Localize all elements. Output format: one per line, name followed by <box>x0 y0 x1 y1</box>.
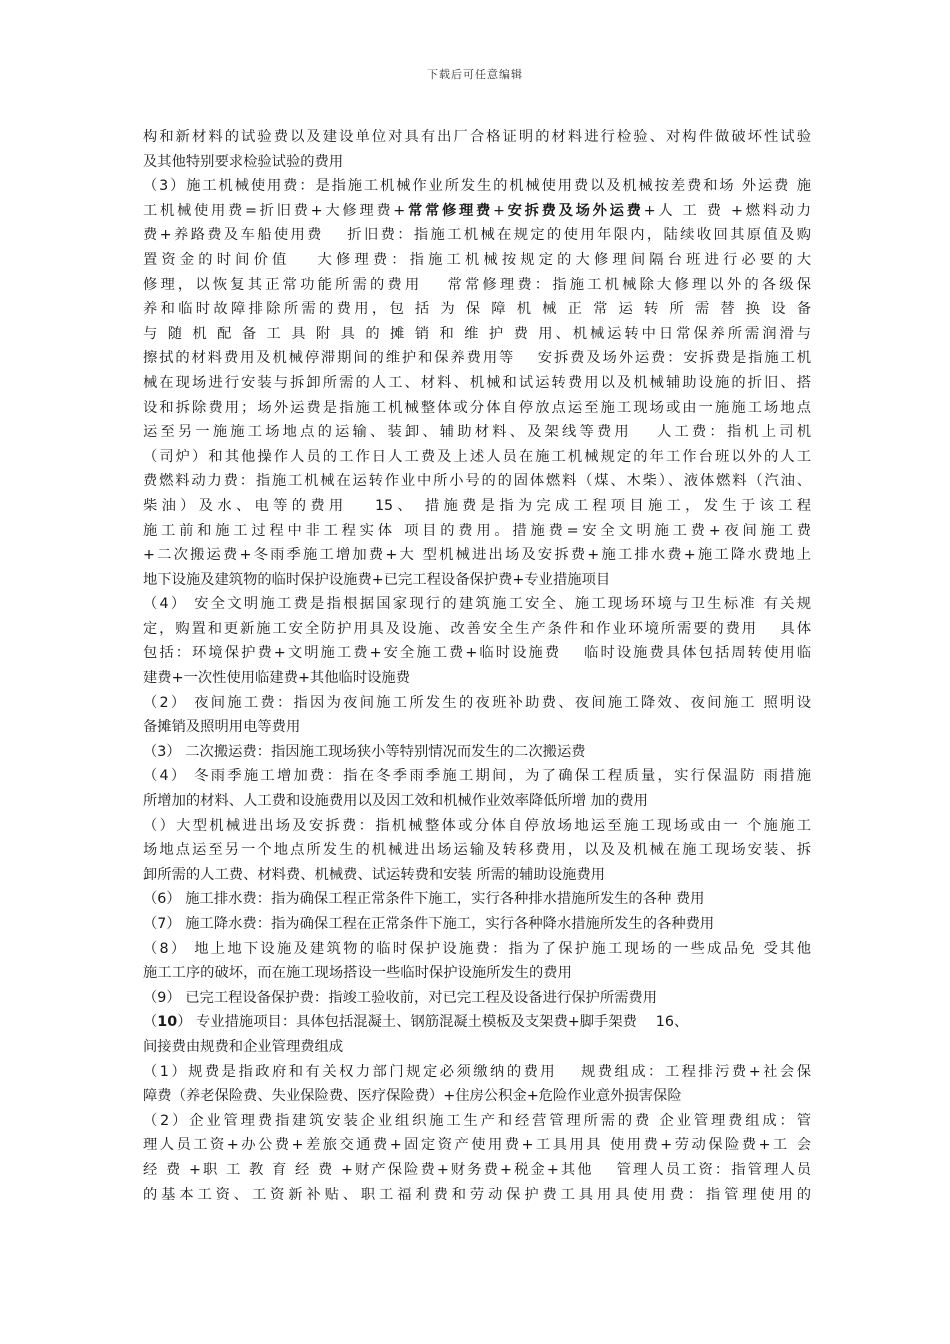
text-segment: 施工工序的破坏，而在施工现场搭设一些临时保护设施所发生的费用 <box>143 965 572 982</box>
text-line <box>143 1084 811 1109</box>
bold-text: 10 <box>157 1014 178 1031</box>
page-header: 下载后可任意编辑 <box>427 68 523 81</box>
text-segment: 卸所需的人工费、材料费、机械费、试运转费和安装 所需的辅助设施费用 <box>143 866 606 883</box>
text-line <box>143 1133 811 1158</box>
text-segment: 与 随 机 配 备 工 具 附 具 的 摊 销 和 维 护 费 用、机械运转中日常保养所需润滑与 <box>143 325 811 342</box>
text-segment: 柴油）及水、电等的费用 15、 措施费是指为完成工程项目施工，发生于该工程 <box>143 497 811 514</box>
text-line <box>143 764 811 789</box>
text-segment: ） 专业措施项目：具体包括混凝土、钢筋混凝土模板及支架费+脚手架费 16、 <box>177 1014 689 1031</box>
text-line <box>143 543 811 568</box>
text-line <box>143 666 811 691</box>
text-line <box>143 125 811 150</box>
text-segment: （8） 地上地下设施及建筑物的临时保护设施费：指为了保护施工现场的一些成品免 受其他 <box>143 940 811 957</box>
text-line <box>143 838 811 863</box>
text-segment: +二次搬运费+冬雨季施工增加费+大 型机械进出场及安拆费+施工排水费+施工降水费地上 <box>143 547 811 564</box>
text-line <box>143 691 811 716</box>
text-segment: 养和临时故障排除所需的费用，包 括 为 保 障 机 械 正 常 运 转 所 需 替 换 设 备 <box>143 301 811 318</box>
text-segment: 工机械使用费=折旧费+大修理费+ <box>143 202 406 219</box>
text-line <box>143 986 811 1011</box>
text-line <box>143 961 811 986</box>
text-segment: （3） 二次搬运费：指因施工现场狭小等特别情况而发生的二次搬运费 <box>143 743 586 760</box>
text-segment: 修理，以恢复其正常功能所需的费用 常常修理费：指施工机械除大修理以外的各级保 <box>143 276 811 293</box>
text-segment: 置资金的时间价值 大修理费：指施工机械按规定的大修理间隔台班进行必要的大 <box>143 251 811 268</box>
text-line <box>143 740 811 765</box>
text-line <box>143 1010 811 1035</box>
text-line <box>143 1158 811 1183</box>
text-segment: 理人员工资+办公费+差旅交通费+固定资产使用费+工具用具 使用费+劳动保险费+工 会 <box>143 1137 811 1154</box>
text-line <box>143 592 811 617</box>
text-segment: 设和拆除费用；场外运费是指施工机械整体或分体自停放点运至施工现场或由一施施工场地点 <box>143 399 811 416</box>
text-line <box>143 223 811 248</box>
text-segment: 地下设施及建筑物的临时保护设施费+已完工程设备保护费+专业措施项目 <box>143 571 611 588</box>
text-line <box>143 420 811 445</box>
text-segment: +人 工 费 +燃料动力 <box>643 202 811 219</box>
text-segment: 定，购置和更新施工安全防护用具及设施、改善安全生产条件和作业环境所需要的费用 具体 <box>143 620 811 637</box>
text-segment: 备摊销及照明用电等费用 <box>143 719 301 736</box>
text-segment: 运至另一施施工场地点的运输、装卸、辅助材料、及架线等费用 人工费：指机上司机 <box>143 424 811 441</box>
text-line <box>143 863 811 888</box>
text-line <box>143 617 811 642</box>
text-segment: 场地点运至另一个地点所发生的机械进出场运输及转移费用，以及及机械在施工现场安装、拆 <box>143 842 811 859</box>
text-line <box>143 887 811 912</box>
text-line <box>143 1035 811 1060</box>
text-segment: 包括：环境保护费+文明施工费+安全施工费+临时设施费 临时设施费具体包括周转使用临 <box>143 645 811 662</box>
text-line <box>143 1060 811 1085</box>
text-segment: 械在现场进行安装与拆卸所需的人工、材料、机械和试运转费用以及机械辅助设施的折旧、搭 <box>143 374 811 391</box>
text-line <box>143 568 811 593</box>
text-segment: 费燃料动力费：指施工机械在运转作业中所小号的的固体燃料（煤、木柴）、液体燃料（汽油、 <box>143 473 811 490</box>
text-line <box>143 322 811 347</box>
text-line <box>143 469 811 494</box>
text-segment: 障费（养老保险费、失业保险费、医疗保险费）+住房公积金+危险作业意外损害保险 <box>143 1088 682 1105</box>
text-segment: 构和新材料的试验费以及建设单位对具有出厂合格证明的材料进行检验、对构件做破坏性试验 <box>143 129 811 145</box>
text-segment: 的基本工资、工资新补贴、职工福利费和劳动保护费工具用具使用费：指管理使用的 <box>143 1186 811 1203</box>
text-segment: （9） 已完工程设备保护费：指竣工验收前，对已完工程及设备进行保护所需费用 <box>143 989 658 1006</box>
text-line <box>143 1183 811 1208</box>
document-body <box>143 125 811 1207</box>
text-line <box>143 150 811 175</box>
text-line <box>143 519 811 544</box>
text-segment: 间接费由规费和企业管理费组成 <box>143 1038 344 1055</box>
text-line <box>143 371 811 396</box>
text-segment: （2） 夜间施工费：指因为夜间施工所发生的夜班补助费、夜间施工降效、夜间施工 照明设 <box>143 694 811 711</box>
text-line <box>143 174 811 199</box>
text-line <box>143 297 811 322</box>
text-line <box>143 641 811 666</box>
text-segment: 经 费 +职 工 教 育 经 费 +财产保险费+财务费+税金+其他 管理人员工资：指管理人员 <box>143 1161 811 1178</box>
text-segment: 所增加的材料、人工费和设施费用以及因工效和机械作业效率降低所增 加的费用 <box>143 793 648 810</box>
text-segment: 费+养路费及车船使用费 折旧费：指施工机械在规定的使用年限内，陆续收回其原值及购 <box>143 227 811 244</box>
text-line <box>143 1109 811 1134</box>
text-segment: （2）企业管理费指建筑安装企业组织施工生产和经营管理所需的费 企业管理费组成：管 <box>143 1112 811 1129</box>
text-line <box>143 814 811 839</box>
text-segment: 擦拭的材料费用及机械停滞期间的维护和保养费用等 安拆费及场外运费：安拆费是指施工机 <box>143 350 811 367</box>
text-segment: （6） 施工排水费：指为确保工程正常条件下施工，实行各种排水措施所发生的各种 费用 <box>143 891 705 908</box>
text-segment: （ <box>143 1014 158 1031</box>
text-line <box>143 445 811 470</box>
text-segment: （3）施工机械使用费：是指施工机械作业所发生的机械使用费以及机械按差费和场 外运费 施 <box>143 178 811 195</box>
text-segment: （）大型机械进出场及安拆费：指机械整体或分体自停放场地运至施工现场或由一 个施施工 <box>143 817 811 834</box>
text-segment: 及其他特别要求检验试验的费用 <box>143 153 344 170</box>
text-line <box>143 199 811 224</box>
text-line <box>143 715 811 740</box>
text-segment: 施工前和施工过程中非工程实体 项目的费用。措施费=安全文明施工费+夜间施工费 <box>143 522 811 539</box>
text-line <box>143 273 811 298</box>
text-line <box>143 789 811 814</box>
text-line <box>143 494 811 519</box>
text-segment: + <box>492 202 505 219</box>
text-line <box>143 396 811 421</box>
text-segment: （7） 施工降水费：指为确保工程在正常条件下施工，实行各种降水措施所发生的各种费用 <box>143 916 715 932</box>
text-segment: （4） 安全文明施工费是指根据国家现行的建筑施工安全、施工现场环境与卫生标准 有关规 <box>143 596 811 613</box>
text-segment: （司炉）和其他操作人员的工作日人工费及上述人员在施工机械规定的年工作台班以外的人工 <box>143 448 811 465</box>
text-segment: 建费+一次性使用临建费+其他临时设施费 <box>143 670 411 687</box>
text-line <box>143 912 811 937</box>
text-segment: （4） 冬雨季施工增加费：指在冬季雨季施工期间，为了确保工程质量，实行保温防 雨措施 <box>143 768 811 785</box>
text-line <box>143 937 811 962</box>
bold-text: 安拆费及场外运费 <box>504 202 644 219</box>
text-line <box>143 346 811 371</box>
text-segment: （1）规费是指政府和有关权力部门规定必须缴纳的费用 规费组成：工程排污费+社会保 <box>143 1063 811 1080</box>
bold-text: 常常修理费 <box>405 202 493 219</box>
text-line <box>143 248 811 273</box>
